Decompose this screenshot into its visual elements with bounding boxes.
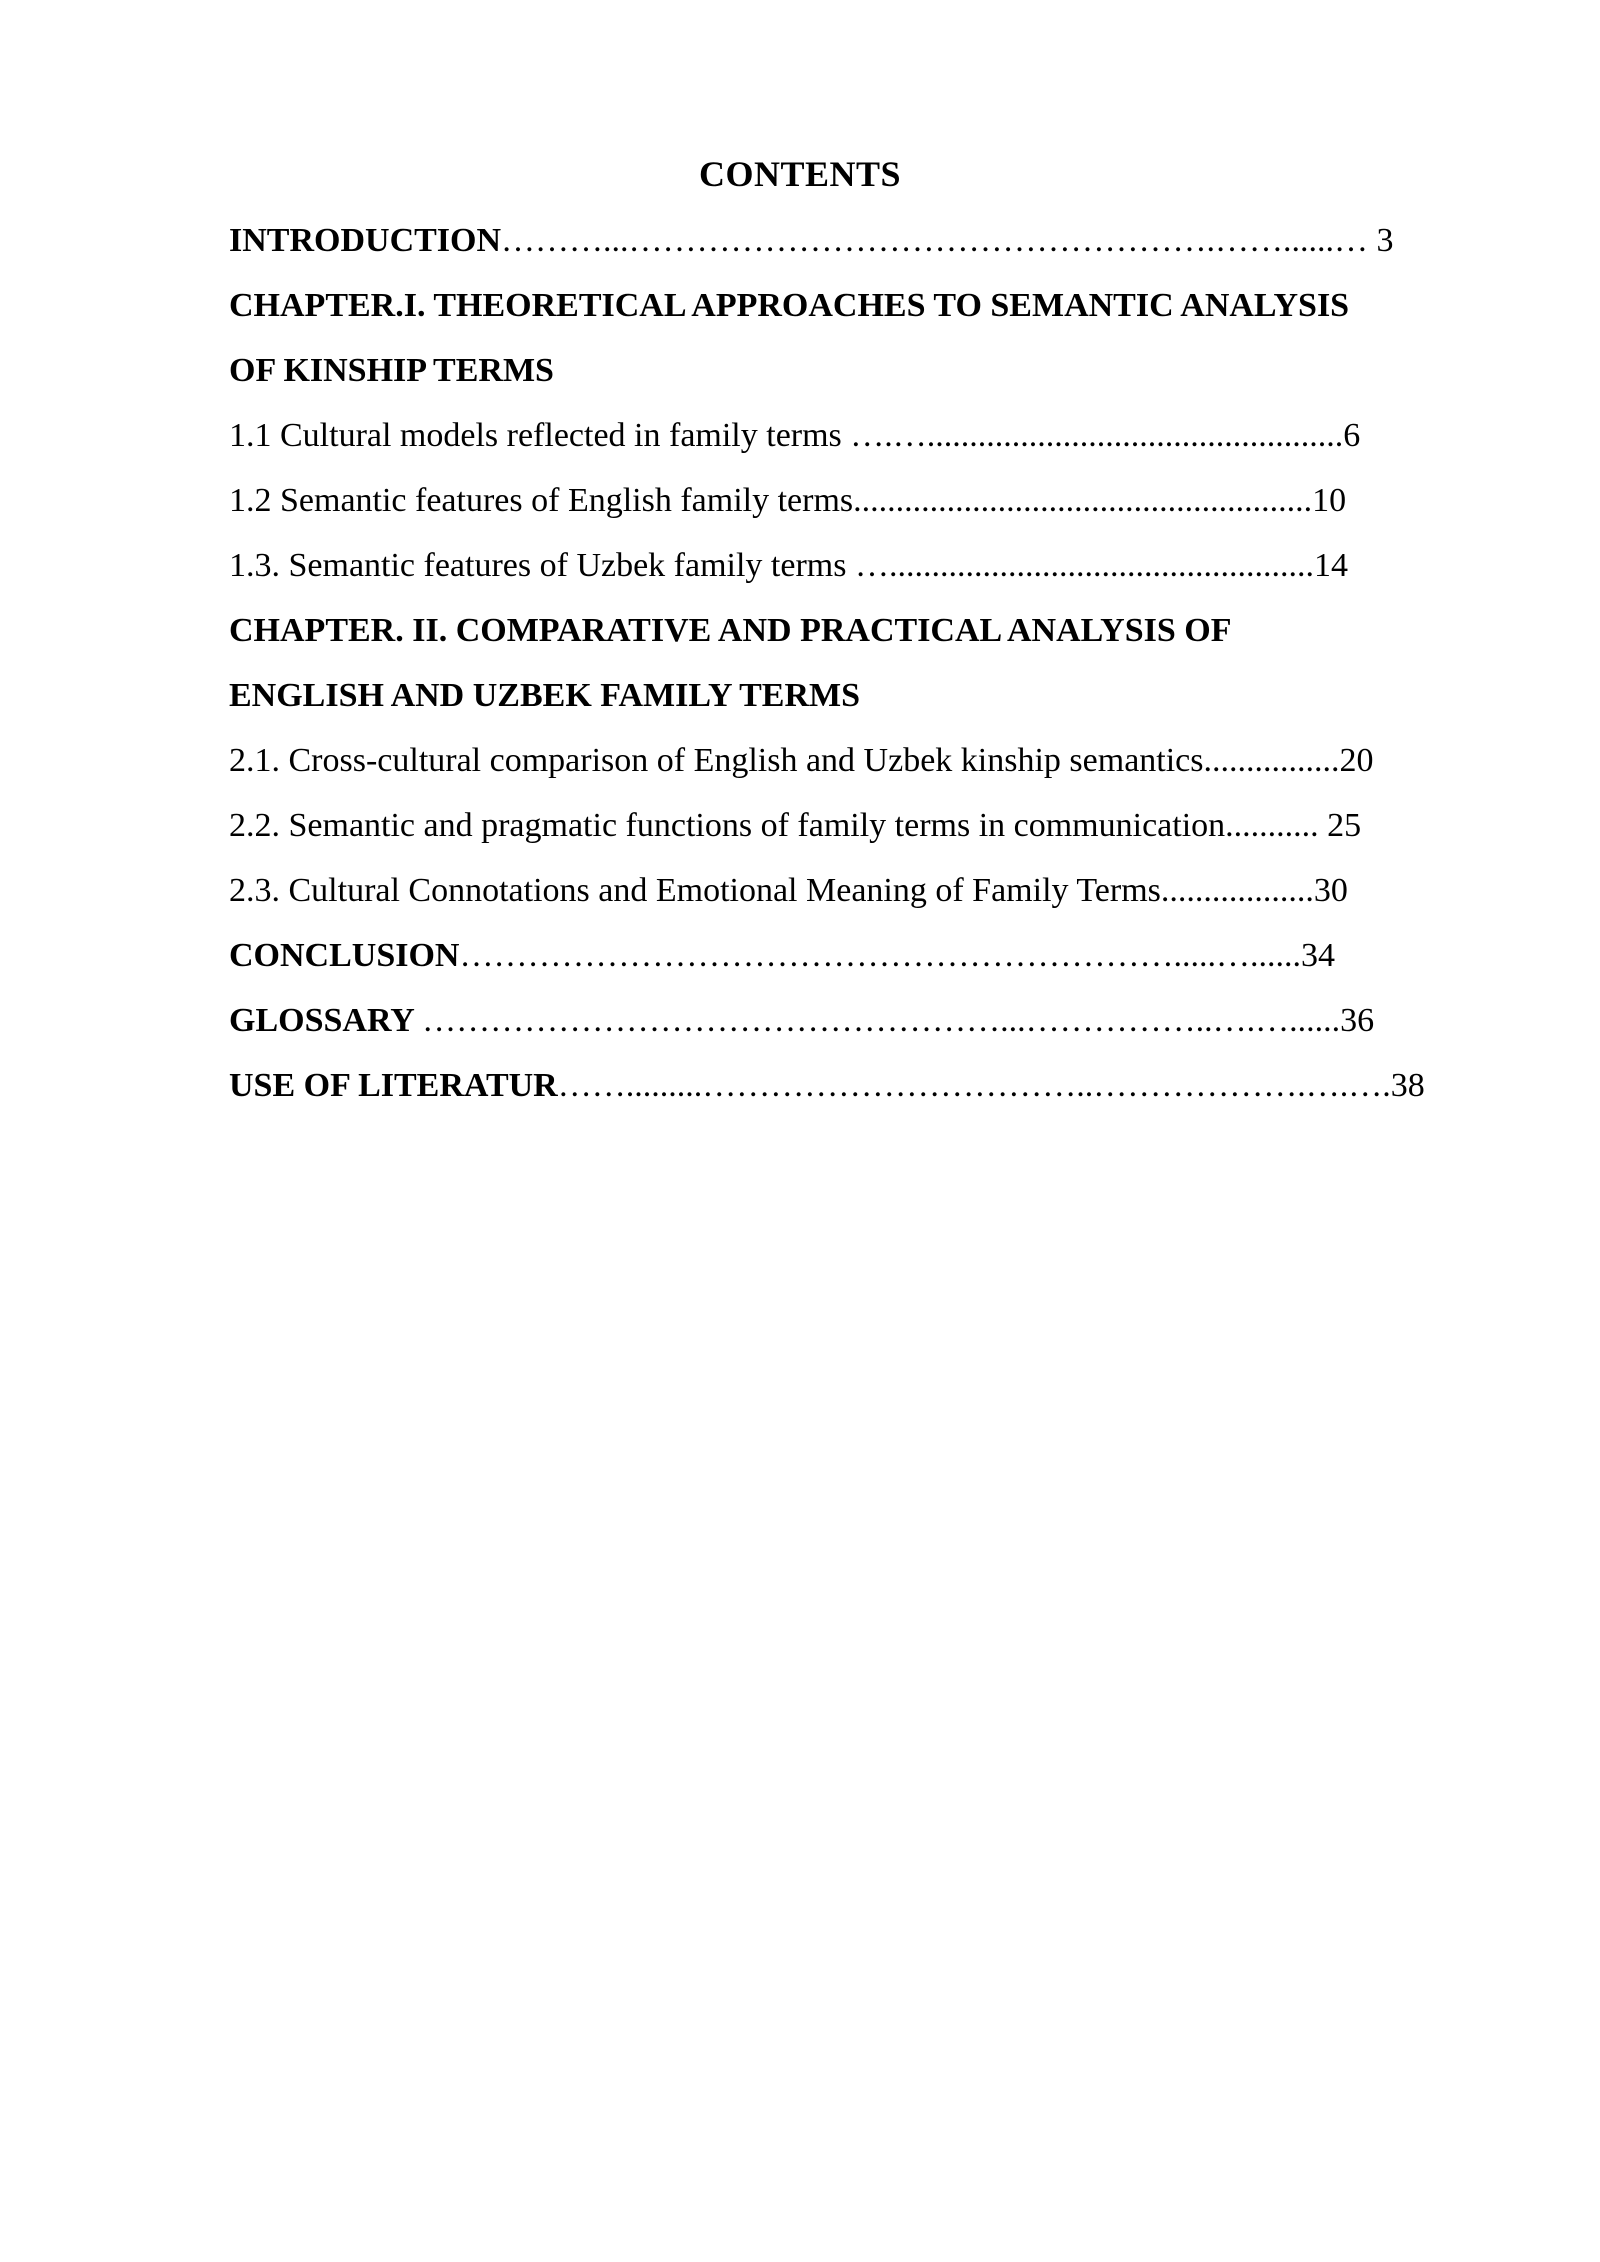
toc-entry — [229, 213, 1487, 278]
toc-title: CONTENTS — [698, 154, 902, 194]
toc-entry-page-number: 25 — [1327, 807, 1362, 844]
toc-entry — [229, 798, 1487, 863]
toc-entry — [229, 538, 1487, 603]
toc-entry — [229, 473, 1487, 538]
toc-entry-text: ENGLISH AND UZBEK FAMILY TERMS — [229, 677, 861, 714]
toc-entry-page-number: 6 — [1343, 417, 1361, 454]
toc-entry — [229, 928, 1487, 993]
toc-entry-leader: .................. — [1160, 872, 1314, 909]
toc-entry-text: 2.1. Cross-cultural comparison of English and Uzbek kinship semantics — [229, 742, 1204, 779]
toc-entry-page-number: 34 — [1300, 937, 1335, 974]
table-of-contents — [229, 213, 1487, 1123]
toc-entry-leader: ………...…………………………………………….……......… — [501, 222, 1377, 259]
toc-entry-leader: ……………………………………………...……………..….…...... — [422, 1002, 1341, 1039]
toc-entry-text: CONCLUSION — [229, 937, 460, 974]
toc-entry-text: 1.1 Cultural models reflected in family terms — [229, 417, 851, 454]
toc-entry-leader: ….................................................. — [854, 547, 1314, 584]
toc-entry-page-number: 20 — [1339, 742, 1374, 779]
toc-entry-leader: ...................................................... — [853, 482, 1313, 519]
toc-entry-page-number: 30 — [1313, 872, 1348, 909]
toc-entry — [229, 993, 1487, 1058]
toc-entry — [229, 1058, 1487, 1123]
toc-entry-text: CHAPTER.I. THEORETICAL APPROACHES TO SEMANTIC ANALYSIS — [229, 287, 1350, 324]
toc-entry-leader: …….........……………………………..……………….….…. — [557, 1067, 1391, 1104]
toc-entry-text: 1.3. Semantic features of Uzbek family terms — [229, 547, 855, 584]
toc-entry-page-number: 3 — [1376, 222, 1394, 259]
toc-entry — [229, 603, 1487, 668]
toc-entry-leader: ........... — [1225, 807, 1328, 844]
toc-entry-page-number: 10 — [1312, 482, 1347, 519]
toc-entry-leader: ….…................................................. — [850, 417, 1344, 454]
toc-entry — [229, 408, 1487, 473]
toc-entry — [229, 668, 1487, 733]
toc-entry — [229, 343, 1487, 408]
toc-entry — [229, 863, 1487, 928]
toc-entry-text: OF KINSHIP TERMS — [229, 352, 554, 389]
toc-entry-page-number: 38 — [1390, 1067, 1425, 1104]
toc-entry — [229, 733, 1487, 798]
toc-entry-text: INTRODUCTION — [229, 222, 502, 259]
toc-entry-text: USE OF LITERATUR — [229, 1067, 558, 1104]
toc-entry-text: GLOSSARY — [229, 1002, 423, 1039]
toc-entry-leader: ................ — [1203, 742, 1340, 779]
toc-entry-page-number: 36 — [1340, 1002, 1375, 1039]
toc-entry-text: 2.2. Semantic and pragmatic functions of family terms in communication — [229, 807, 1226, 844]
toc-entry — [229, 278, 1487, 343]
toc-entry-page-number: 14 — [1313, 547, 1348, 584]
toc-entry-text: 2.3. Cultural Connotations and Emotional Meaning of Family Terms — [229, 872, 1161, 909]
toc-entry-text: CHAPTER. II. COMPARATIVE AND PRACTICAL ANALYSIS OF — [229, 612, 1232, 649]
toc-entry-leader: ……………………………………………………….....…...... — [459, 937, 1301, 974]
toc-entry-text: 1.2 Semantic features of English family terms — [229, 482, 854, 519]
